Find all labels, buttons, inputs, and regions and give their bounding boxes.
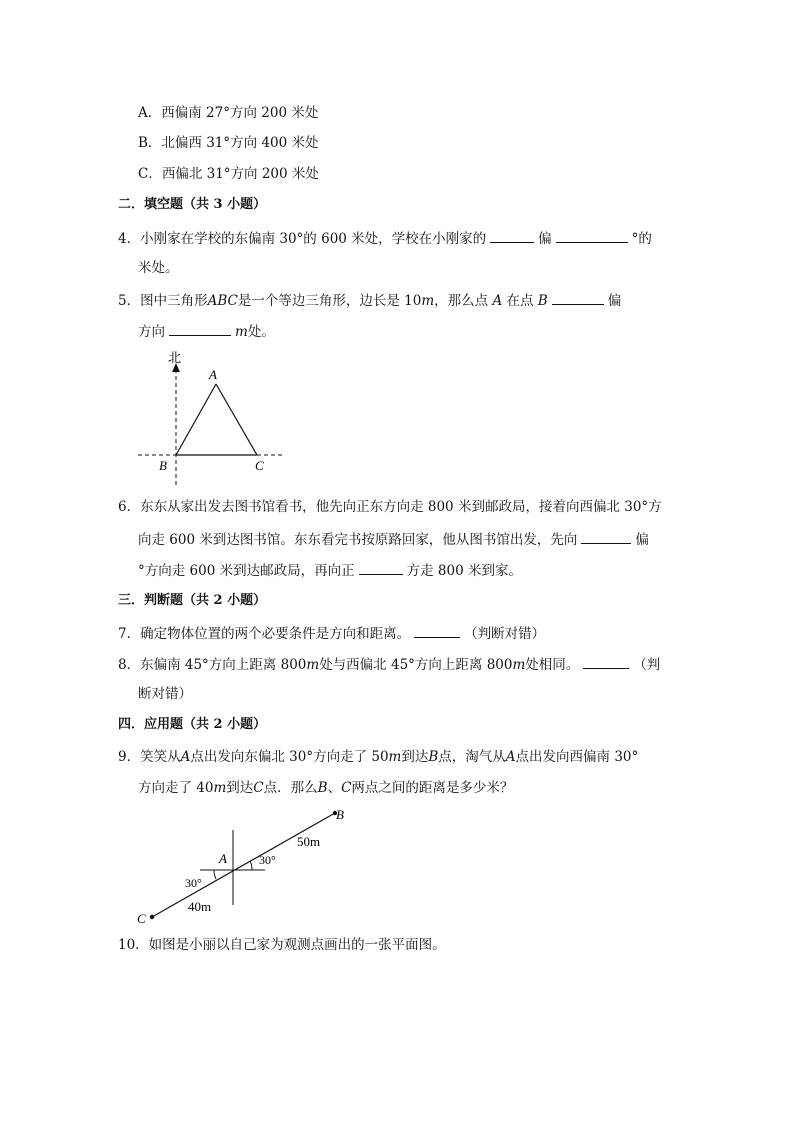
distance-50m: 50m xyxy=(297,834,321,849)
answer-blank[interactable] xyxy=(556,228,628,243)
question-7 xyxy=(118,623,545,643)
q8-unit2: m xyxy=(512,657,526,673)
q5-text2: 是一个等边三角形，边长是 10 xyxy=(237,293,422,309)
point-b-label: B xyxy=(336,807,344,822)
equilateral-triangle-figure xyxy=(130,345,295,490)
question-10: 10．如图是小丽以自己家为观测点画出的一张平面图。 xyxy=(118,937,446,953)
q5-text: 5．图中三角形 xyxy=(118,293,208,309)
q5-line2-text: 方向 xyxy=(138,324,165,340)
q5-end: 偏 xyxy=(607,293,622,309)
q9-unit: m xyxy=(213,780,227,796)
point-c-dot xyxy=(150,915,154,919)
q9-text: 9．笑笑从 xyxy=(118,749,181,765)
q9-point: A xyxy=(505,749,516,765)
q4-end: °的 xyxy=(631,231,652,247)
q6-line3-end: 方走 800 米到家。 xyxy=(406,563,522,579)
question-4-line2: 米处。 xyxy=(138,260,179,276)
q9-point: C xyxy=(253,780,264,796)
q5-abc: ABC xyxy=(207,293,238,309)
q9-text: 点出发向东偏北 30°方向走了 50 xyxy=(190,749,389,765)
q5-text3: ，那么点 xyxy=(434,293,489,309)
q6-line3-text: °方向走 600 米到达邮政局，再向正 xyxy=(138,563,355,579)
q7-end: （判断对错） xyxy=(464,626,546,642)
question-5-line2 xyxy=(138,321,275,341)
q9-text: 点，淘气从 xyxy=(438,749,506,765)
q4-mid: 偏 xyxy=(538,231,552,247)
point-c-label: C xyxy=(137,911,146,926)
q9-text: 、 xyxy=(327,780,342,796)
q7-text: 7．确定物体位置的两个必要条件是方向和距离。 xyxy=(118,626,411,642)
section-heading-true-false: 三．判断题（共 2 小题） xyxy=(118,593,267,608)
q9-text: 到达 xyxy=(226,780,254,796)
side-ab xyxy=(176,384,216,455)
q5-unit: m xyxy=(421,293,435,309)
answer-blank[interactable] xyxy=(414,623,460,638)
point-a-label: A xyxy=(219,851,227,866)
question-9 xyxy=(118,748,638,766)
q6-line2-text: 向走 600 米到达图书馆。东东看完书按原路回家，他从图书馆出发，先向 xyxy=(138,532,578,548)
option-b: B．北偏西 31°方向 400 米处 xyxy=(138,135,319,151)
question-6: 6．东东从家出发去图书馆看书，他先向正东方向走 800 米到邮政局，接着向西偏北 30°方 xyxy=(118,499,662,515)
q9-point: B xyxy=(317,780,328,796)
q9-point: B xyxy=(428,749,439,765)
question-6-line3 xyxy=(138,560,522,580)
question-9-line2 xyxy=(138,779,513,797)
option-c: C．西偏北 31°方向 200 米处 xyxy=(138,166,319,182)
question-4 xyxy=(118,228,652,248)
question-5 xyxy=(118,290,621,310)
distance-40m: 40m xyxy=(188,899,212,914)
question-6-line2 xyxy=(138,529,649,549)
answer-blank[interactable] xyxy=(490,228,534,243)
q5-line2-end: 处。 xyxy=(247,324,275,340)
q9-text: 方向走了 40 xyxy=(138,780,214,796)
q5-text4: 在点 xyxy=(506,293,534,309)
angle-arc-sw xyxy=(214,870,216,879)
q6-line2-end: 偏 xyxy=(635,532,649,548)
q5-line2-unit: m xyxy=(235,324,248,340)
answer-blank[interactable] xyxy=(169,321,231,336)
answer-blank[interactable] xyxy=(359,560,403,575)
q9-text: 点．那么 xyxy=(263,780,318,796)
line-cb xyxy=(152,813,335,917)
q8-unit1: m xyxy=(306,657,320,673)
q9-text: 两点之间的距离是多少米？ xyxy=(351,780,514,796)
vertex-a-label: A xyxy=(209,367,217,382)
q4-text: 4．小刚家在学校的东偏南 30°的 600 米处，学校在小刚家的 xyxy=(118,231,487,247)
answer-blank[interactable] xyxy=(581,529,631,544)
q8-end: （判 xyxy=(633,657,661,673)
angle-label-ne: 30° xyxy=(259,853,276,867)
option-a: A．西偏南 27°方向 200 米处 xyxy=(138,105,319,121)
direction-figure xyxy=(130,805,360,930)
vertex-c-label: C xyxy=(255,458,264,473)
north-label: 北 xyxy=(168,350,182,365)
q9-point: A xyxy=(180,749,191,765)
question-8-line2: 断对错） xyxy=(138,686,192,702)
vertex-b-label: B xyxy=(159,458,167,473)
answer-blank[interactable] xyxy=(583,654,629,669)
angle-arc-ne xyxy=(250,861,252,870)
section-heading-fill-blank: 二．填空题（共 3 小题） xyxy=(118,197,267,212)
q9-point: C xyxy=(341,780,352,796)
q9-text: 到达 xyxy=(401,749,429,765)
answer-blank[interactable] xyxy=(552,290,604,305)
q5-point-b: B xyxy=(537,293,548,309)
angle-label-sw: 30° xyxy=(185,876,202,890)
q8-text: 8．东偏南 45°方向上距离 800 xyxy=(118,657,307,673)
q5-point-a: A xyxy=(492,293,503,309)
section-heading-application: 四．应用题（共 2 小题） xyxy=(118,717,267,732)
q9-unit: m xyxy=(388,749,402,765)
q8-text2: 处与西偏北 45°方向上距离 800 xyxy=(319,657,513,673)
side-ac xyxy=(216,384,257,455)
q8-text3: 处相同。 xyxy=(525,657,580,673)
q9-text: 点出发向西偏南 30° xyxy=(515,749,639,765)
question-8 xyxy=(118,654,660,674)
